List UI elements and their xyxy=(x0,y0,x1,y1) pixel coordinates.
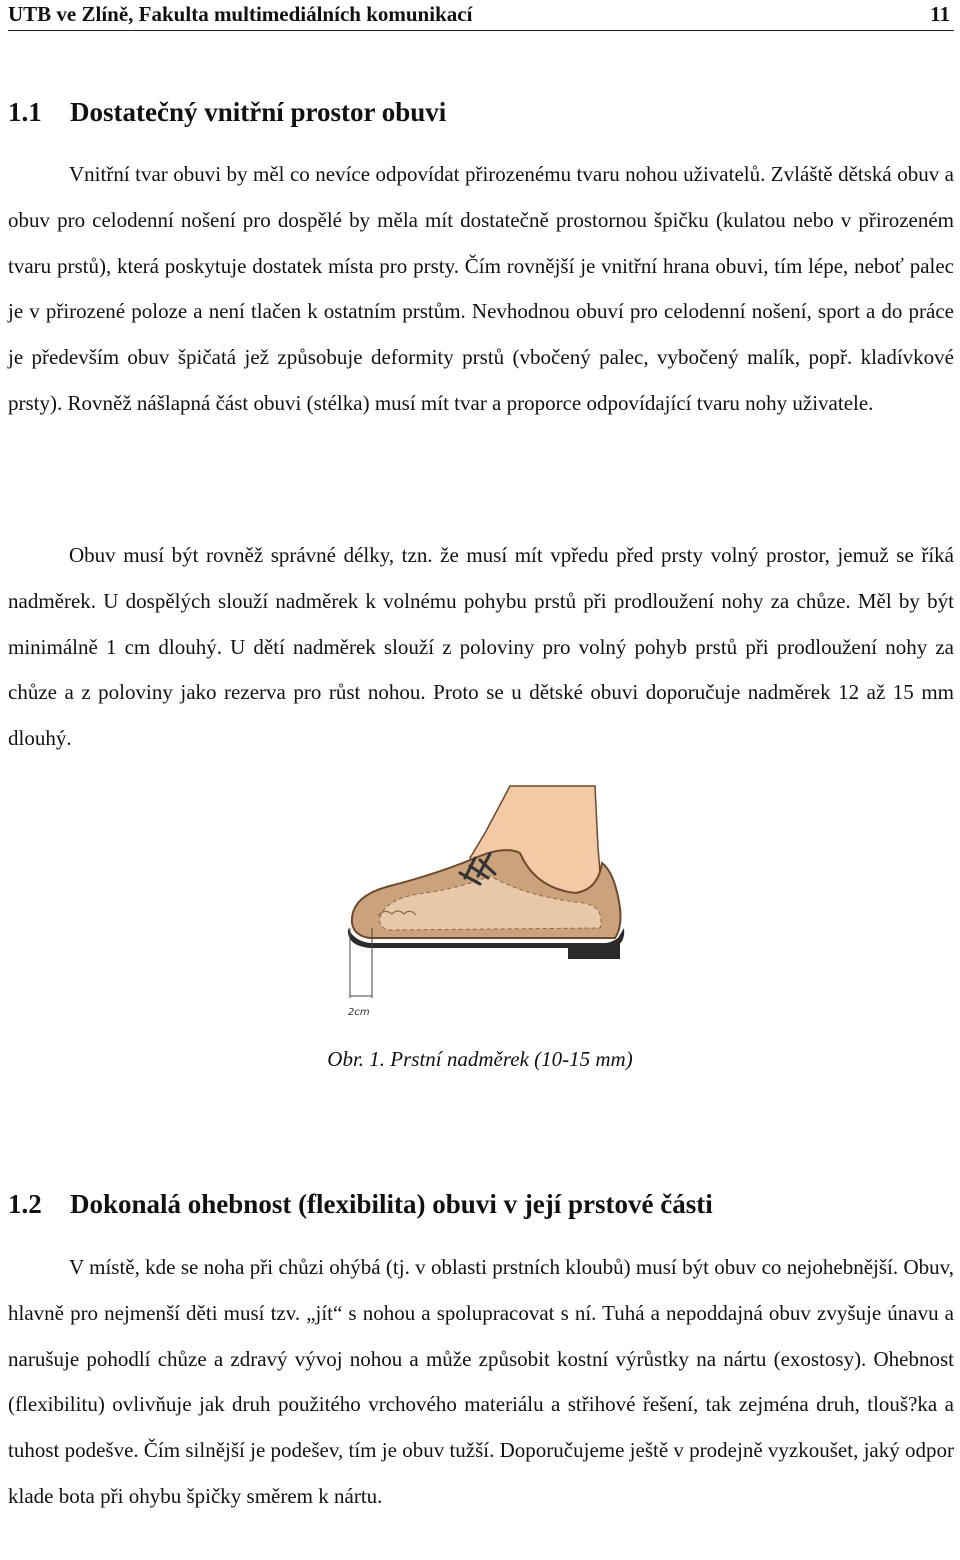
measure-label: 2cm xyxy=(348,1007,370,1018)
paragraph: Obuv musí být rovněž správné délky, tzn. že musí mít vpředu před prsty volný prostor, jemuž se říká nadměrek. U dospělých slouží nadměrek k volnému pohybu prstů při prodloužení nohy za chůze. Měl by být minimálně 1 cm dlouhý. U dětí nadměrek slouží z poloviny pro volný pohyb prstů při prodloužení nohy za chůze a z poloviny jako rezerva pro růst nohou. Proto se u dětské obuvi doporučuje nadměrek 12 až 15 mm dlouhý. xyxy=(8,543,954,751)
section-title: Dostatečný vnitřní prostor obuvi xyxy=(70,97,447,127)
shoe-toe-allowance-figure xyxy=(330,778,630,1023)
shoe-illustration xyxy=(330,778,630,1023)
section-heading-1-2 xyxy=(8,1188,713,1220)
section-heading-1-1 xyxy=(8,96,446,128)
paragraph: V místě, kde se noha při chůzi ohýbá (tj. v oblasti prstních kloubů) musí být obuv co nejohebnější. Obuv, hlavně pro nejmenší děti musí tzv. „jít“ s nohou a spolupracovat s ní. Tuhá a nepoddajná obuv zvyšuje únavu a narušuje pohodlí chůze a zdravý vývoj nohou a může způsobit kostní výrůstky na nártu (exostosy). Ohebnost (flexibilitu) ovlivňuje jak druh použitého vrchového materiálu a střihové řešení, tak zejména druh, tlouš?ka a tuhost podešve. Čím silnější je podešev, tím je obuv tužší. Doporučujeme ještě v prodejně vyzkoušet, jaký odpor klade bota při ohybu špičky směrem k nártu. xyxy=(8,1255,954,1508)
page-number: 11 xyxy=(930,2,950,26)
section-number: 1.1 xyxy=(8,97,42,127)
paragraph: Vnitřní tvar obuvi by měl co nevíce odpovídat přirozenému tvaru nohou uživatelů. Zvláště dětská obuv a obuv pro celodenní nošení pro dospělé by měla mít dostatečně prostornou špičku (kulatou nebo v přirozeném tvaru prstů), která poskytuje dostatek místa pro prsty. Čím rovnější je vnitřní hrana obuvi, tím lépe, neboť palec je v přirozené poloze a není tlačen k ostatním prstům. Nevhodnou obuví pro celodenní nošení, sport a do práce je především obuv špičatá jež způsobuje deformity prstů (vbočený palec, vybočený malík, popř. kladívkové prsty). Rovněž nášlapná část obuvi (stélka) musí mít tvar a proporce odpovídající tvaru nohy uživatele. xyxy=(8,162,954,415)
page-header xyxy=(8,0,954,31)
header-title: UTB ve Zlíně, Fakulta multimediálních komunikací xyxy=(8,2,473,26)
section-number: 1.2 xyxy=(8,1189,42,1219)
section-title: Dokonalá ohebnost (flexibilita) obuvi v její prstové části xyxy=(70,1189,713,1219)
figure-caption: Obr. 1. Prstní nadměrek (10-15 mm) xyxy=(327,1047,633,1071)
